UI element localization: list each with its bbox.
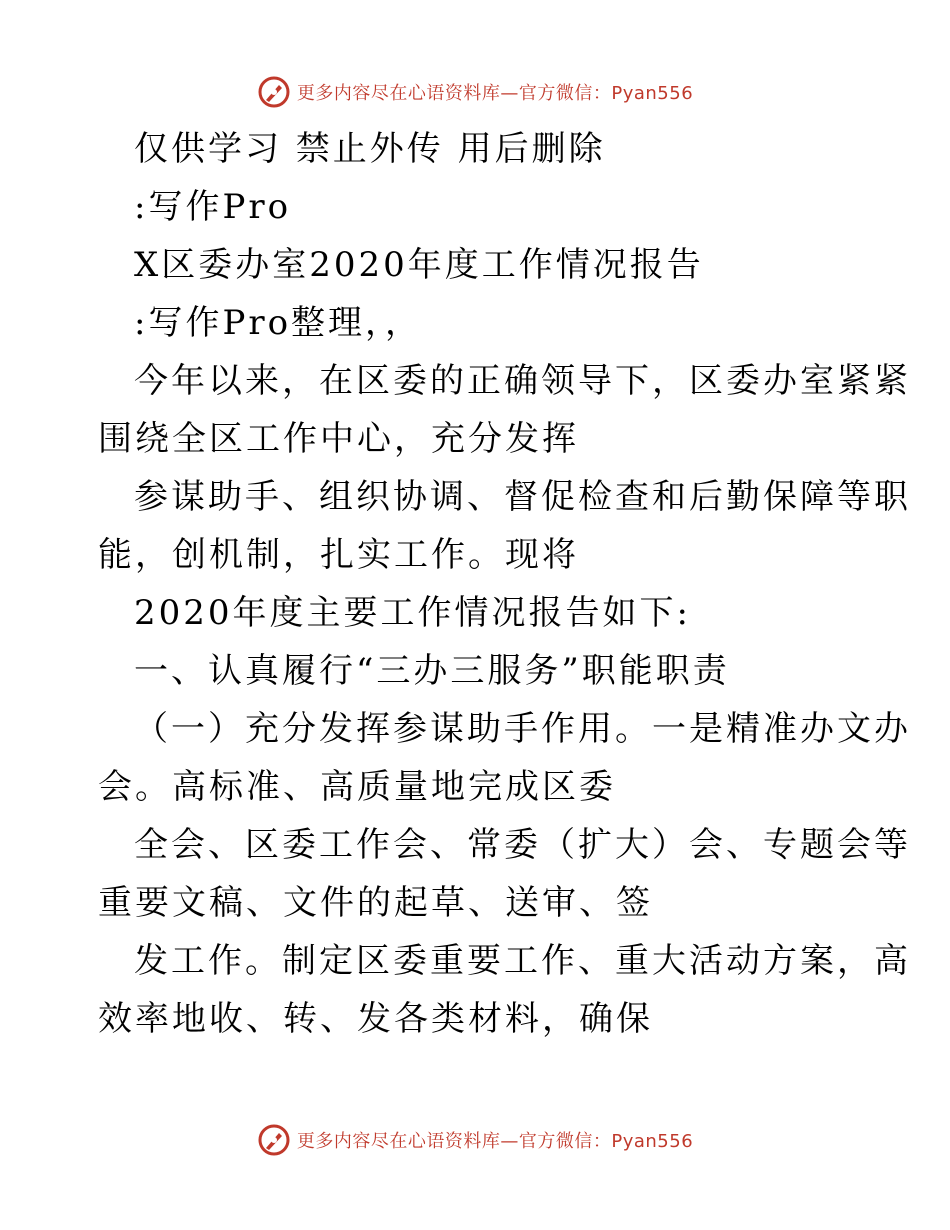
watermark-text: 更多内容尽在心语资料库—官方微信：Pyan556 (296, 1131, 694, 1152)
text-line: 仅供学习 禁止外传 用后删除 (134, 129, 606, 169)
text-line: 能，创机制，扎实工作。现将 (98, 535, 579, 575)
watermark-text: 更多内容尽在心语资料库—官方微信：Pyan556 (296, 83, 694, 104)
text-line: 今年以来，在区委的正确领导下，区委办室紧紧 (134, 361, 911, 401)
text-line: 重要文稿、文件的起草、送审、签 (98, 883, 653, 923)
pen-logo-icon (257, 75, 291, 109)
section-heading: 一、认真履行“三办三服务”职能职责 (134, 651, 730, 691)
text-line: 会。高标准、高质量地完成区委 (98, 767, 616, 807)
text-line: 参谋助手、组织协调、督促检查和后勤保障等职 (134, 477, 911, 517)
text-line: 发工作。制定区委重要工作、重大活动方案，高 (134, 941, 911, 981)
text-line: （一）充分发挥参谋助手作用。一是精准办文办 (134, 709, 911, 749)
text-line: 效率地收、转、发各类材料，确保 (98, 999, 653, 1039)
pen-logo-icon (257, 1123, 291, 1157)
document-title: X区委办室2020年度工作情况报告 (134, 245, 704, 285)
text-line: 全会、区委工作会、常委（扩大）会、专题会等 (134, 825, 911, 865)
text-line: :写作Pro整理，， (134, 303, 423, 343)
document-body (98, 120, 911, 1048)
header-watermark-banner (0, 72, 950, 112)
text-line: 围绕全区工作中心，充分发挥 (98, 419, 579, 459)
text-line: :写作Pro (134, 187, 292, 227)
footer-watermark-banner (0, 1120, 950, 1160)
text-line: 2020年度主要工作情况报告如下: (134, 593, 691, 633)
